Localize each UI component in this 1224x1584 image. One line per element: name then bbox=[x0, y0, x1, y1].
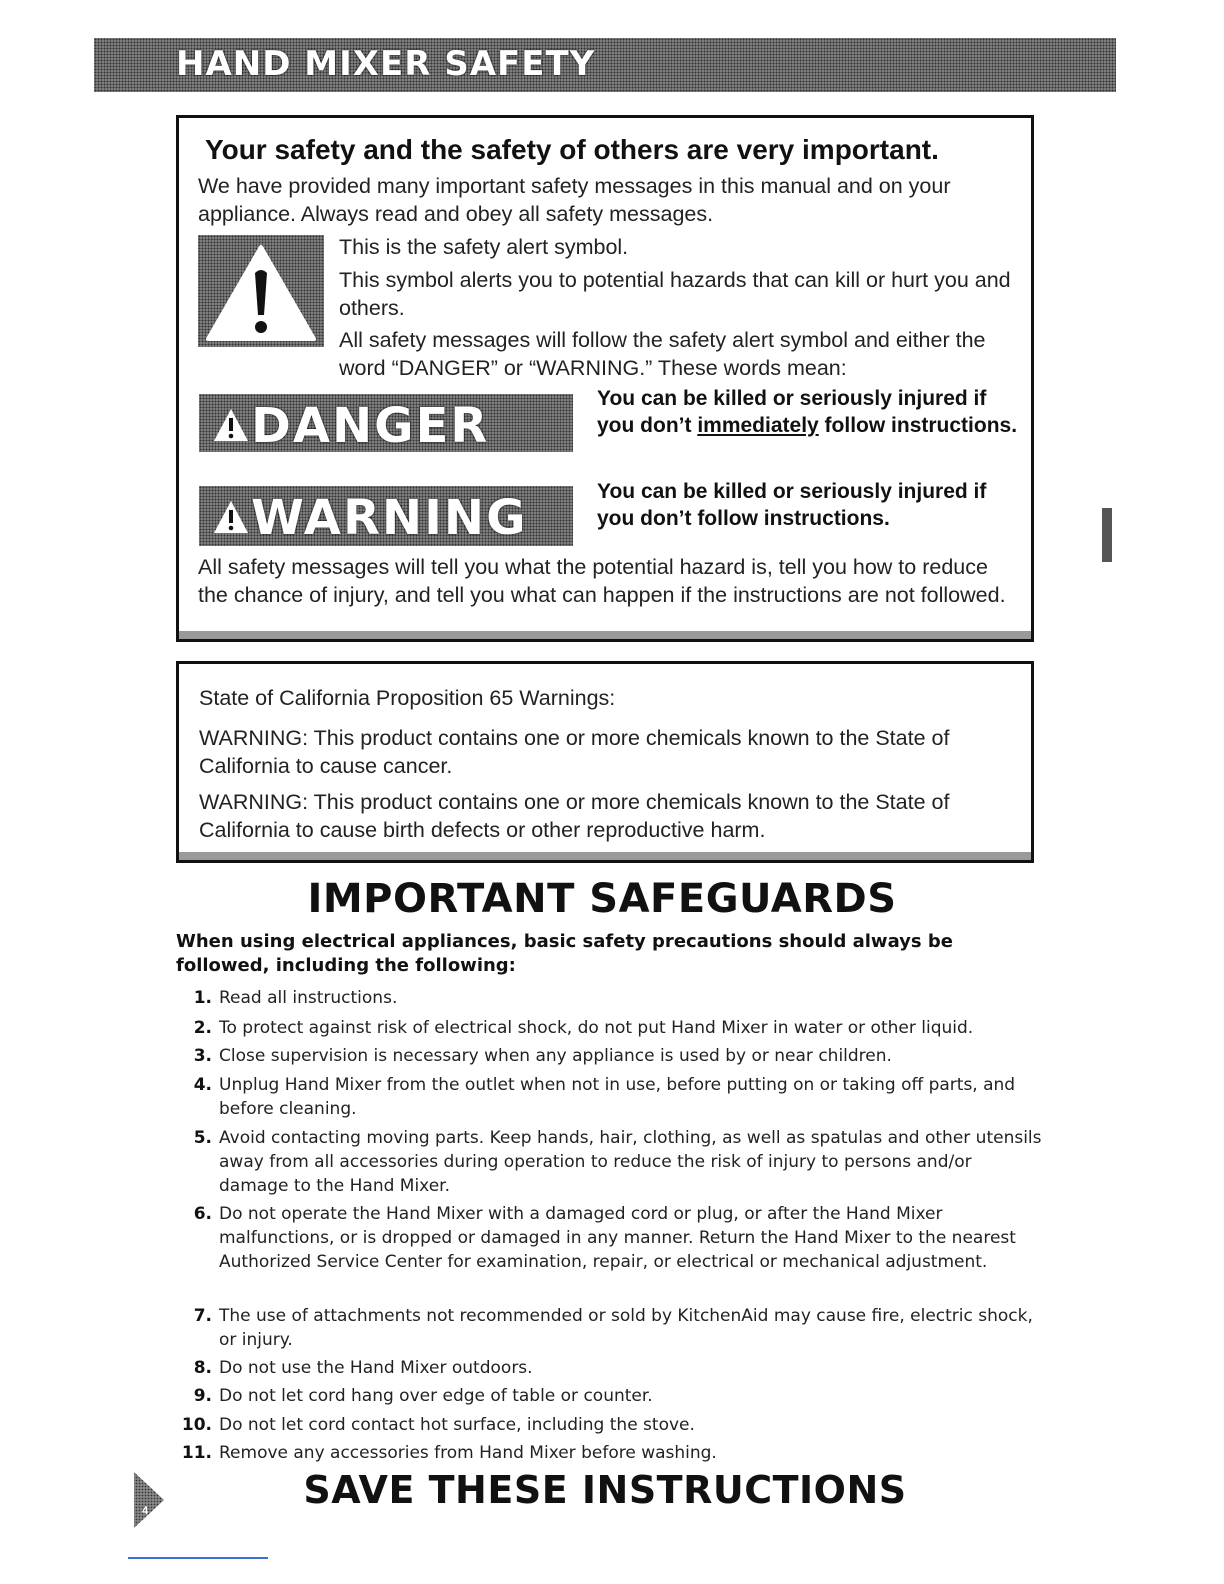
list-item-text: To protect against risk of electrical shock, do not put Hand Mixer in water or other liquid. bbox=[219, 1018, 974, 1038]
safeguards-intro: When using electrical appliances, basic safety precautions should always be followed, including the following: bbox=[176, 931, 953, 976]
warning-word: WARNING bbox=[251, 490, 528, 546]
alert-symbol-definition: This is the safety alert symbol. bbox=[339, 235, 629, 259]
danger-word: DANGER bbox=[251, 398, 490, 454]
list-item-text: The use of attachments not recommended or sold by KitchenAid may cause fire, electric shock, or injury. bbox=[219, 1306, 1033, 1350]
safeguards-title: IMPORTANT SAFEGUARDS bbox=[307, 876, 897, 922]
list-item-text: Do not let cord hang over edge of table or counter. bbox=[219, 1386, 653, 1406]
list-item-text: Avoid contacting moving parts. Keep hands, hair, clothing, as well as spatulas and other utensils away from all accessories during operation to reduce the risk of injury to persons and/or damage to the Hand Mixer. bbox=[219, 1128, 1042, 1196]
list-item-number: 4. bbox=[193, 1075, 212, 1095]
list-item-number: 8. bbox=[193, 1358, 212, 1378]
list-item-number: 2. bbox=[193, 1018, 212, 1038]
list-item-number: 5. bbox=[193, 1128, 212, 1148]
danger-description-emphasis: immediately bbox=[697, 414, 819, 437]
list-item-text: Close supervision is necessary when any appliance is used by or near children. bbox=[219, 1046, 892, 1066]
list-item-number: 1. bbox=[193, 988, 212, 1008]
section-header-bar bbox=[94, 38, 1116, 92]
danger-description-start: You can be killed or seriously injured if you don’t bbox=[597, 387, 987, 437]
danger-signal-label bbox=[199, 394, 573, 452]
safety-alert-symbol bbox=[198, 235, 324, 347]
list-item-text: Do not operate the Hand Mixer with a damaged cord or plug, or after the Hand Mixer malfunctions, or is dropped or damaged in any manner. Return the Hand Mixer to the nearest Authorized Service Center for examination, repair, or electrical or mechanical adjustment. bbox=[219, 1204, 1016, 1272]
list-item-text: Read all instructions. bbox=[219, 988, 398, 1008]
safety-message-box bbox=[176, 115, 1034, 642]
list-item-text: Remove any accessories from Hand Mixer before washing. bbox=[219, 1443, 717, 1463]
warning-alert-icon bbox=[213, 500, 249, 534]
prop65-cancer-warning: WARNING: This product contains one or more chemicals known to the State of California to cause cancer. bbox=[199, 726, 950, 778]
list-item-number: 6. bbox=[193, 1204, 212, 1224]
list-item-number: 3. bbox=[193, 1046, 212, 1066]
warning-description: You can be killed or seriously injured if you don’t follow instructions. bbox=[597, 480, 987, 530]
save-instructions-title: SAVE THESE INSTRUCTIONS bbox=[303, 1468, 907, 1512]
list-item-text: Unplug Hand Mixer from the outlet when not in use, before putting on or taking off parts, and before cleaning. bbox=[219, 1075, 1016, 1119]
warning-signal-label bbox=[199, 486, 573, 546]
page-arrow-icon bbox=[132, 1470, 166, 1530]
list-item-text: Do not let cord contact hot surface, including the stove. bbox=[219, 1415, 695, 1435]
alert-signal-words-note: All safety messages will follow the safety alert symbol and either the word “DANGER” or “WARNING.” These words mean: bbox=[339, 328, 986, 380]
page-number: 4 bbox=[142, 1505, 149, 1517]
list-item-number: 10. bbox=[181, 1415, 212, 1435]
list-item-number: 11. bbox=[181, 1443, 212, 1463]
prop65-title: State of California Proposition 65 Warnings: bbox=[199, 686, 616, 710]
list-item-number: 7. bbox=[193, 1306, 212, 1326]
alert-symbol-purpose: This symbol alerts you to potential hazards that can kill or hurt you and others. bbox=[339, 268, 1011, 320]
safety-intro-text: We have provided many important safety messages in this manual and on your appliance. Always read and obey all safety messages. bbox=[198, 174, 951, 226]
danger-description bbox=[597, 385, 1027, 439]
section-title: HAND MIXER SAFETY bbox=[176, 44, 596, 84]
prop65-warning-box bbox=[176, 661, 1034, 863]
footer-rule bbox=[128, 1557, 268, 1559]
danger-alert-icon bbox=[213, 408, 249, 442]
list-item-number: 9. bbox=[193, 1386, 212, 1406]
danger-description-end: follow instructions. bbox=[818, 414, 1018, 437]
safety-heading: Your safety and the safety of others are very important. bbox=[205, 134, 939, 165]
safety-alert-triangle-icon bbox=[198, 235, 324, 347]
list-item-text: Do not use the Hand Mixer outdoors. bbox=[219, 1358, 533, 1378]
edge-tab-mark bbox=[1102, 508, 1112, 562]
safety-outro-text: All safety messages will tell you what the potential hazard is, tell you how to reduce the chance of injury, and tell you what can happen if the instructions are not followed. bbox=[198, 555, 1006, 607]
prop65-reproductive-warning: WARNING: This product contains one or more chemicals known to the State of California to cause birth defects or other reproductive harm. bbox=[199, 790, 950, 842]
